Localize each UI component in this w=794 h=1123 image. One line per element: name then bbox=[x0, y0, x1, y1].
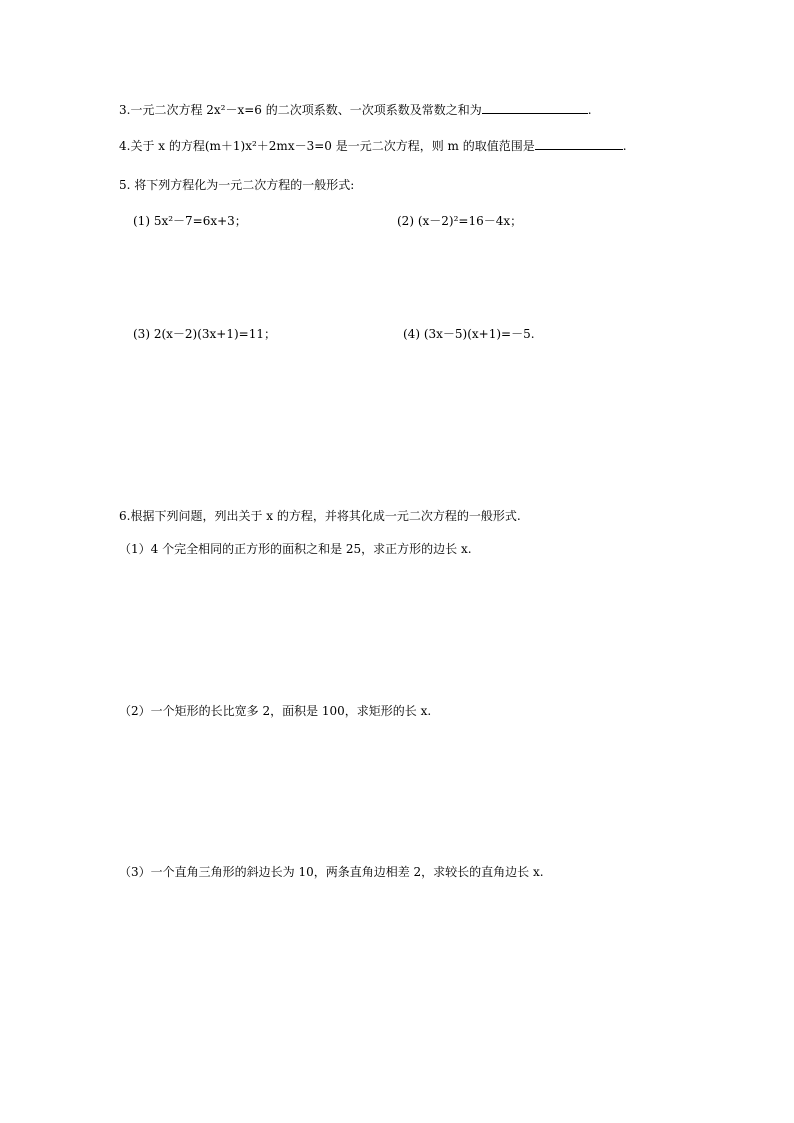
question-6-item-3: （3）一个直角三角形的斜边长为 10，两条直角边相差 2，求较长的直角边长 x. bbox=[119, 865, 544, 879]
question-3-end: . bbox=[587, 103, 592, 117]
answer-blank-q4[interactable] bbox=[535, 137, 623, 150]
question-5-heading: 5. 将下列方程化为一元二次方程的一般形式: bbox=[119, 178, 355, 192]
question-5-item-1: (1) 5x²－7=6x+3； bbox=[133, 214, 247, 228]
question-5-item-2: (2) (x－2)²=16－4x； bbox=[397, 214, 523, 228]
question-5-item-4: (4) (3x－5)(x+1)=－5. bbox=[403, 327, 535, 341]
question-6-item-2: （2）一个矩形的长比宽多 2，面积是 100，求矩形的长 x. bbox=[119, 704, 432, 718]
question-3-text: 3.一元二次方程 2x²－x=6 的二次项系数、一次项系数及常数之和为 bbox=[119, 103, 482, 117]
question-3 bbox=[119, 101, 592, 118]
question-4 bbox=[119, 137, 627, 154]
question-4-end: . bbox=[622, 139, 627, 153]
question-5-item-3: (3) 2(x－2)(3x+1)=11； bbox=[133, 327, 276, 341]
question-4-text: 4.关于 x 的方程(m＋1)x²＋2mx－3=0 是一元二次方程，则 m 的取值范围是 bbox=[119, 139, 535, 153]
question-6-item-1: （1）4 个完全相同的正方形的面积之和是 25，求正方形的边长 x. bbox=[119, 542, 472, 556]
question-6-heading: 6.根据下列问题，列出关于 x 的方程，并将其化成一元二次方程的一般形式. bbox=[119, 509, 521, 523]
answer-blank-q3[interactable] bbox=[482, 101, 588, 114]
